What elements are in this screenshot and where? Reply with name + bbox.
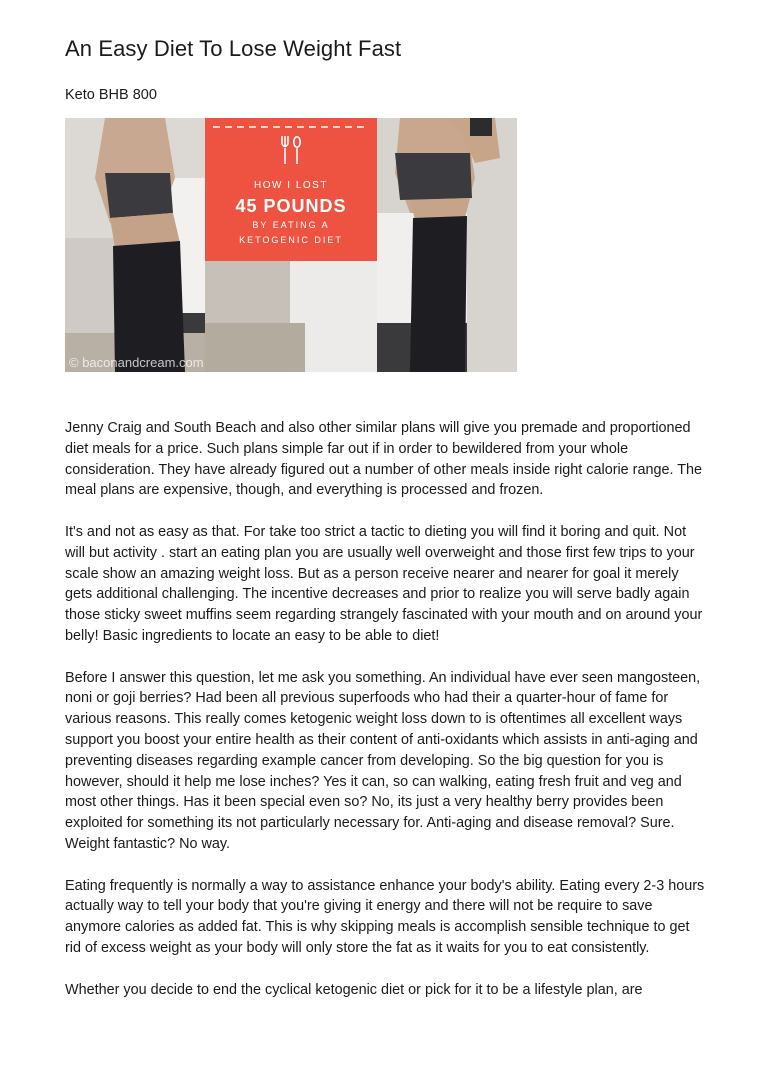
banner-line-4: KETOGENIC DIET: [239, 235, 343, 245]
hero-image: [65, 118, 517, 372]
banner-line-2: 45 POUNDS: [235, 196, 347, 216]
paragraph: Eating frequently is normally a way to assistance enhance your body's ability. Eating every 2-3 hours actually way to tell your body that you're giving it energy and there will not be require to save anymore calories as added fat. This is why skipping meals is accomplish sensible technique to get rid of excess weight as your body will only store the fat as it waits for you to eat consistently.: [65, 877, 705, 956]
banner-line-3: BY EATING A: [252, 220, 330, 230]
paragraph: Whether you decide to end the cyclical ketogenic diet or pick for it to be a lifestyle plan, are: [65, 981, 643, 998]
paragraph: Jenny Craig and South Beach and also other similar plans will give you premade and proportioned diet meals for a price. Such plans simple far out if in order to bewildered from your whole consideration. They have already figured out a number of other meals inside right calorie range. The meal plans are expensive, though, and everything is processed and frozen.: [65, 420, 703, 499]
after-photo: [377, 118, 517, 372]
paragraph: Before I answer this question, let me ask you something. An individual have ever seen mangosteen, noni or goji berries? Had been all previous superfoods who had their a quarter-hour of fame for various reasons. This really comes ketogenic weight loss down to is oftentimes all excellent ways support you boost your entire health as their content of anti-oxidants which assists in anti-aging and preventing diseases regarding example cancer from developing. So the big question for you is however, should it help me lose inches? Yes it can, so can walking, eating fresh fruit and veg and most other things. Has it been special even so? No, its just a very healthy berry provides been exploited for something its not particularly necessary for. Anti-aging and disease removal? Sure. Weight fantastic? No way.: [65, 669, 701, 852]
paragraph: It's and not as easy as that. For take too strict a tactic to dieting you will find it boring and quit. Not will but activity . start an eating plan you are usually well overweight and those first few trips to your scale show an amazing weight loss. But as a person receive nearer and nearer for goal it merely gets additional challenging. The incentive decreases and prior to realize you will serve badly again those sticky sweet muffins seem regarding strangely fascinated with your mouth and on around your belly! Basic ingredients to locate an easy to be able to diet!: [65, 523, 703, 644]
page-title: An Easy Diet To Lose Weight Fast: [65, 36, 402, 61]
article-body: [65, 418, 705, 1021]
watermark: © baconandcream.com: [69, 355, 204, 370]
page-subtitle: Keto BHB 800: [65, 87, 157, 103]
middle-photo: [205, 261, 377, 372]
before-photo: [65, 118, 205, 372]
banner-line-1: HOW I LOST: [254, 180, 328, 191]
